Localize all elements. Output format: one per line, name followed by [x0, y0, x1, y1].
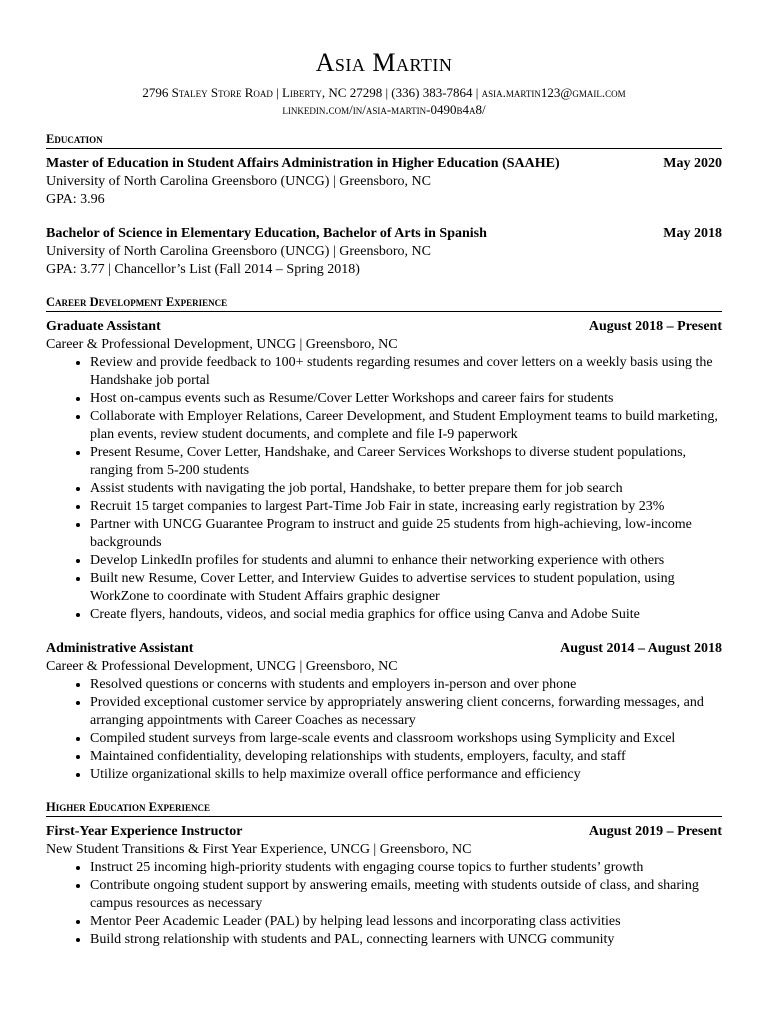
bullet-item: • Present Resume, Cover Letter, Handshake, and Career Services Workshops to diverse student populations, ranging from 5-200 students	[90, 444, 722, 480]
degree-title: Master of Education in Student Affairs Administration in Higher Education (SAAHE)	[46, 156, 560, 171]
bullet-item: • Provided exceptional customer service by appropriately answering client concerns, forwarding messages, and arranging appointments with Career Coaches as necessary	[90, 694, 722, 730]
job-role: Administrative Assistant	[46, 641, 194, 656]
job-date: August 2014 – August 2018	[560, 641, 722, 656]
job-entry	[46, 640, 722, 784]
job-bullets	[46, 354, 722, 624]
career-section	[46, 295, 722, 784]
bullet-item: • Built new Resume, Cover Letter, and Interview Guides to advertise services to student population, using WorkZone to coordinate with Student Affairs graphic designer	[90, 570, 722, 606]
job-bullets	[46, 676, 722, 784]
applicant-name: Asia Martin	[315, 48, 453, 77]
job-entry	[46, 318, 722, 624]
section-title-education: Education	[46, 132, 722, 149]
bullet-item: • Maintained confidentiality, developing relationships with students, employers, faculty, and staff	[90, 748, 722, 766]
section-title-career: Career Development Experience	[46, 295, 722, 312]
job-org: Career & Professional Development, UNCG | Greensboro, NC	[46, 337, 398, 352]
bullet-item: • Assist students with navigating the job portal, Handshake, to better prepare them for job search	[90, 480, 722, 498]
contact-line: 2796 Staley Store Road | Liberty, NC 27298 | (336) 383-7864 | asia.martin123@gmail.com	[142, 85, 626, 100]
school-name: University of North Carolina Greensboro (UNCG) | Greensboro, NC	[46, 244, 431, 259]
job-bullets	[46, 859, 722, 949]
bullet-item: • Partner with UNCG Guarantee Program to instruct and guide 25 students from high-achieving, low-income backgrounds	[90, 516, 722, 552]
job-role: First-Year Experience Instructor	[46, 824, 243, 839]
higher-ed-section	[46, 800, 722, 949]
bullet-item: • Develop LinkedIn profiles for students and alumni to enhance their networking experience with others	[90, 552, 722, 570]
bullet-item: • Utilize organizational skills to help maximize overall office performance and efficiency	[90, 766, 722, 784]
bullet-item: • Contribute ongoing student support by answering emails, meeting with students outside of class, and sharing campus resources as necessary	[90, 877, 722, 913]
linkedin-line: linkedin.com/in/asia-martin-0490b4a8/	[282, 102, 486, 117]
bullet-item: • Compiled student surveys from large-scale events and classroom workshops using Symplicity and Excel	[90, 730, 722, 748]
education-section	[46, 132, 722, 279]
job-role: Graduate Assistant	[46, 319, 161, 334]
education-entry	[46, 155, 722, 209]
job-date: August 2019 – Present	[588, 824, 722, 839]
education-detail: GPA: 3.77 | Chancellor’s List (Fall 2014 – Spring 2018)	[46, 262, 360, 277]
job-entry	[46, 823, 722, 949]
job-org: New Student Transitions & First Year Experience, UNCG | Greensboro, NC	[46, 842, 472, 857]
degree-date: May 2020	[663, 156, 722, 171]
job-date: August 2018 – Present	[588, 319, 722, 334]
bullet-item: • Recruit 15 target companies to largest Part-Time Job Fair in state, increasing early registration by 23%	[90, 498, 722, 516]
bullet-item: • Create flyers, handouts, videos, and social media graphics for office using Canva and Adobe Suite	[90, 606, 722, 624]
bullet-item: • Resolved questions or concerns with students and employers in-person and over phone	[90, 676, 722, 694]
bullet-item: • Collaborate with Employer Relations, Career Development, and Student Employment teams to build marketing, plan events, review student documents, and complete and file I-9 paperwork	[90, 408, 722, 444]
degree-title: Bachelor of Science in Elementary Education, Bachelor of Arts in Spanish	[46, 226, 487, 241]
school-name: University of North Carolina Greensboro (UNCG) | Greensboro, NC	[46, 174, 431, 189]
bullet-item: • Mentor Peer Academic Leader (PAL) by helping lead lessons and incorporating class activities	[90, 913, 722, 931]
job-org: Career & Professional Development, UNCG | Greensboro, NC	[46, 659, 398, 674]
bullet-item: • Build strong relationship with students and PAL, connecting learners with UNCG community	[90, 931, 722, 949]
bullet-item: • Review and provide feedback to 100+ students regarding resumes and cover letters on a weekly basis using the Handshake job portal	[90, 354, 722, 390]
education-entry	[46, 225, 722, 279]
bullet-item: • Host on-campus events such as Resume/Cover Letter Workshops and career fairs for students	[90, 390, 722, 408]
section-title-higher-ed: Higher Education Experience	[46, 800, 722, 817]
degree-date: May 2018	[663, 226, 722, 241]
bullet-item: • Instruct 25 incoming high-priority students with engaging course topics to further students’ growth	[90, 859, 722, 877]
education-detail: GPA: 3.96	[46, 192, 105, 207]
